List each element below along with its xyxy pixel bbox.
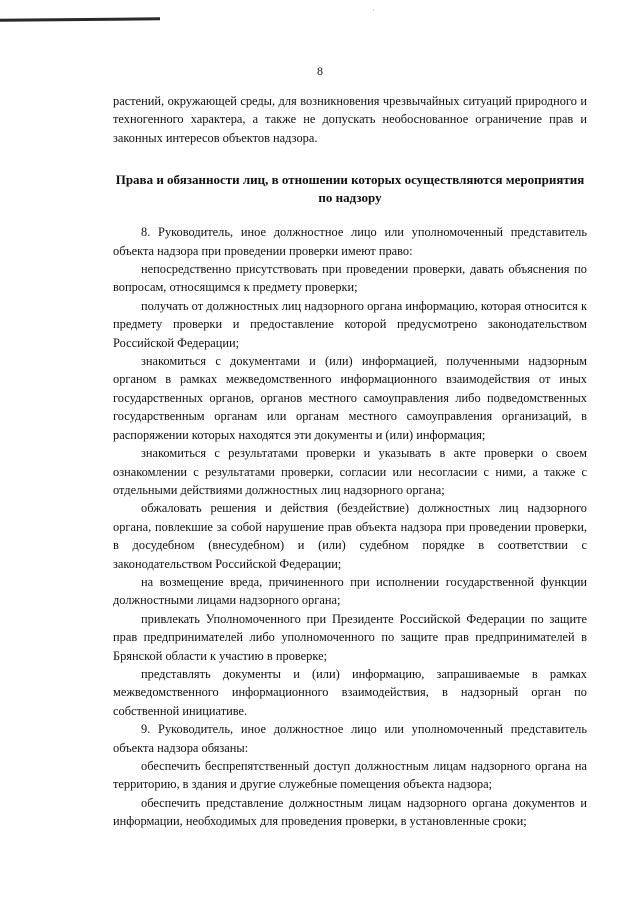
paragraph-right-receive-info: получать от должностных лиц надзорного органа информацию, которая относится к предмету проверки и предоставление которой предусмотрено законодательством Российской Федерации; (113, 298, 587, 350)
paragraph-right-review-results: знакомиться с результатами проверки и указывать в акте проверки о своем ознакомлении с результатами проверки, согласии или несогласии с ними, а также с отдельными действиями должностных лиц надзорного органа; (113, 446, 587, 497)
scan-artifact-dot: · (372, 6, 375, 15)
scan-artifact-line (0, 17, 160, 21)
paragraph-duty-access: обеспечить беспрепятственный доступ должностным лицам надзорного органа на территорию, в здания и другие служебные помещения объекта надзора; (113, 759, 587, 792)
paragraph-duty-provide-documents: обеспечить представление должностным лицам надзорного органа документов и информации, необходимых для проведения проверки, в установленные сроки; (113, 795, 587, 829)
paragraph-right-ombudsman: привлекать Уполномоченного при Президенте Российской Федерации по защите прав предпринимателей либо уполномоченного по защите прав предпринимателей в Брянской области к участию в проверке; (113, 611, 587, 663)
page-number: 8 (317, 64, 323, 78)
paragraph-right-appeal: обжаловать решения и действия (бездействие) должностных лиц надзорного органа, повлекшие за собой нарушение прав объекта надзора при проведении проверки, в досудебном (внесудебном) и (или) судебном порядке в соответствии с законодательством Российской Федерации; (113, 501, 587, 571)
document-body (113, 92, 587, 831)
section-heading: Права и обязанности лиц, в отношении которых осуществляются мероприятия по надзору (115, 172, 585, 206)
paragraph-right-compensation: на возмещение вреда, причиненного при исполнении государственной функции должностными лицами надзорного органа; (113, 574, 587, 608)
paragraph-right-review-documents: знакомиться с документами и (или) информацией, полученными надзорным органом в рамках межведомственного информационного взаимодействия от иных государственных органов, органов местного самоуправления либо подведомственных государственным органам или органам местного самоуправления организаций, в распоряжении которых находятся эти документы и (или) информация; (113, 354, 587, 442)
paragraph-continuation: растений, окружающей среды, для возникновения чрезвычайных ситуаций природного и техногенного характера, а также не допускать необоснованное ограничение прав и законных интересов объектов надзора. (113, 94, 587, 145)
paragraph-right-attend: непосредственно присутствовать при проведении проверки, давать объяснения по вопросам, относящимся к предмету проверки; (113, 262, 587, 295)
paragraph-item-8: 8. Руководитель, иное должностное лицо или уполномоченный представитель объекта надзора при проведении проверки имеют право: (113, 225, 587, 258)
paragraph-right-submit-documents: представлять документы и (или) информацию, запрашиваемые в рамках межведомственного информационного взаимодействия, в надзорный орган по собственной инициативе. (113, 666, 587, 718)
paragraph-item-9: 9. Руководитель, иное должностное лицо или уполномоченный представитель объекта надзора обязаны: (113, 722, 587, 755)
